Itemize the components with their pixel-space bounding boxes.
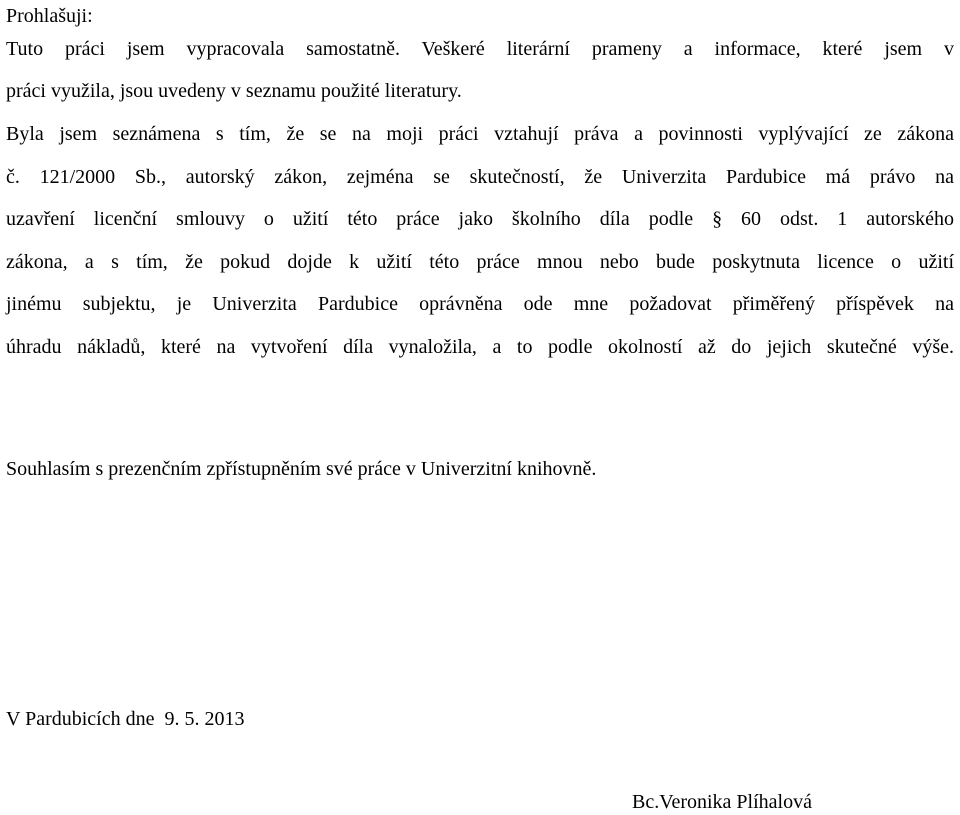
declaration-line: úhradu nákladů, které na vytvoření díla vynaložila, a to podle okolností až do jejich skutečné výše.	[6, 336, 954, 358]
declaration-line: č. 121/2000 Sb., autorský zákon, zejména se skutečností, že Univerzita Pardubice má právo na	[6, 166, 954, 188]
declaration-line: zákona, a s tím, že pokud dojde k užití této práce mnou nebo bude poskytnuta licence o užití	[6, 251, 954, 273]
place-and-date: V Pardubicích dne 9. 5. 2013	[6, 708, 245, 730]
declaration-line: práci využila, jsou uvedeny v seznamu použité literatury.	[6, 80, 462, 102]
declaration-line: Byla jsem seznámena s tím, že se na moji práci vztahují práva a povinnosti vyplývající ze zákona	[6, 123, 954, 145]
author-signature: Bc.Veronika Plíhalová	[632, 791, 812, 813]
declaration-line: Tuto práci jsem vypracovala samostatně. Veškeré literární prameny a informace, které jsem v	[6, 38, 954, 60]
declaration-line: uzavření licenční smlouvy o užití této práce jako školního díla podle § 60 odst. 1 autorského	[6, 208, 954, 230]
declaration-line: jinému subjektu, je Univerzita Pardubice oprávněna ode mne požadovat přiměřený příspěvek na	[6, 293, 954, 315]
consent-statement: Souhlasím s prezenčním zpřístupněním své práce v Univerzitní knihovně.	[6, 458, 597, 480]
declaration-heading: Prohlašuji:	[6, 5, 93, 27]
